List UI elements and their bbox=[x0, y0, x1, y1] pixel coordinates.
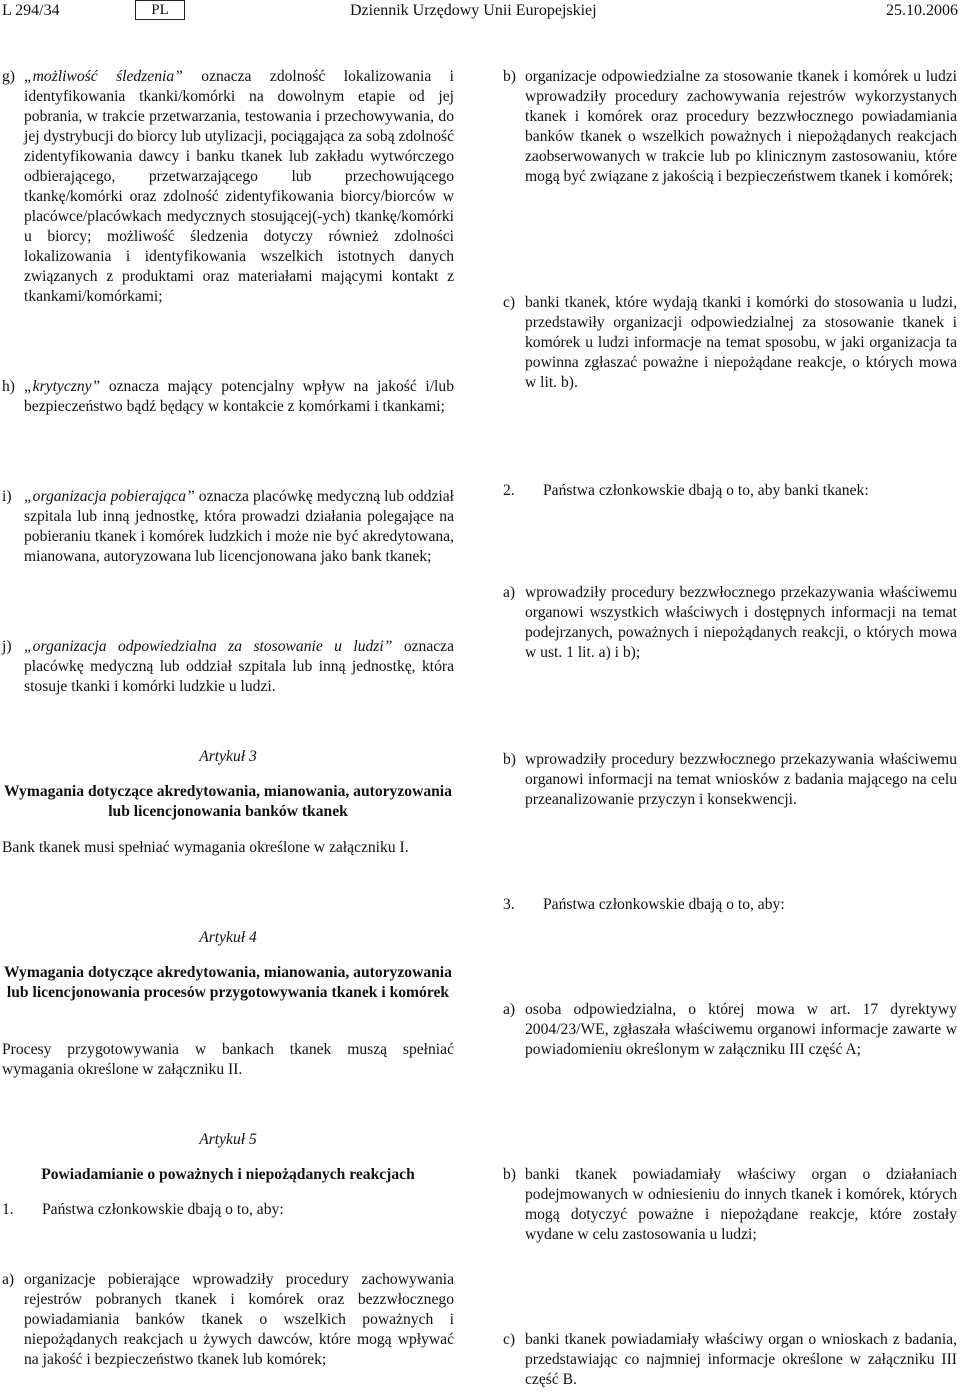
item-label: b) bbox=[503, 751, 516, 768]
defined-term: „organizacja pobierająca” bbox=[24, 488, 195, 505]
article-5-title: Artykuł 5 bbox=[199, 1131, 257, 1148]
paragraph-1-item-b bbox=[503, 67, 957, 187]
defined-term: „krytyczny” bbox=[24, 378, 101, 395]
paragraph-text: Państwa członkowskie dbają o to, aby: bbox=[42, 1201, 284, 1218]
page-reference: L 294/34 bbox=[2, 2, 60, 19]
paragraph-3-item-a bbox=[503, 1000, 957, 1060]
item-text: banki tkanek, które wydają tkanki i komórki do stosowania u ludzi, przedstawiły organizacji odpowiedzialnej za stosowanie tkanek i komórek u ludzi informacje na temat sposobu, w jaki organizacja ta powinna zgłaszać poważne i niepożądane reakcje, o których mowa w lit. b). bbox=[525, 294, 957, 391]
item-label: c) bbox=[503, 294, 516, 311]
article-4-title: Artykuł 4 bbox=[199, 929, 257, 946]
definition-text: oznacza placówkę medyczną lub oddział szpitala lub inną jednostkę, która prowadzi działania polegające na pobieraniu tkanek i komórek ludzkich i może nie być akredytowana, mianowana, autoryzowana lub licencjonowana jako bank tkanek; bbox=[24, 488, 454, 565]
definition-i bbox=[2, 487, 454, 567]
article-4-heading: Wymagania dotyczące akredytowania, mianowania, autoryzowania lub licencjonowania procesów przygotowywania tkanek i komórek bbox=[4, 964, 452, 1001]
article-4-text: Procesy przygotowywania w bankach tkanek muszą spełniać wymagania określone w załączniku II. bbox=[2, 1041, 454, 1078]
item-label: c) bbox=[503, 1331, 516, 1348]
article-3-text: Bank tkanek musi spełniać wymagania określone w załączniku I. bbox=[2, 839, 409, 856]
item-text: banki tkanek powiadamiały właściwy organ o działaniach podejmowanych w odniesieniu do innych tkanek i komórek, których mogą dotyczyć poważne i niepożądane reakcje, które zostały wydane w celu zastosowania u ludzi; bbox=[525, 1166, 957, 1243]
item-label: j) bbox=[2, 638, 12, 655]
paragraph-text: Państwa członkowskie dbają o to, aby banki tkanek: bbox=[543, 482, 869, 499]
paragraph-text: Państwa członkowskie dbają o to, aby: bbox=[543, 896, 785, 913]
paragraph-number: 1. bbox=[2, 1201, 14, 1218]
article-5-paragraph-3 bbox=[503, 895, 957, 915]
item-label: a) bbox=[503, 584, 516, 601]
article-5-paragraph-2 bbox=[503, 481, 957, 501]
article-5-heading: Powiadamianie o poważnych i niepożądanych reakcjach bbox=[41, 1166, 415, 1183]
paragraph-1-item-a bbox=[2, 1270, 454, 1370]
publication-date: 25.10.2006 bbox=[886, 2, 958, 19]
journal-title: Dziennik Urzędowy Unii Europejskiej bbox=[350, 2, 597, 19]
paragraph-1-item-c bbox=[503, 293, 957, 393]
definition-text: oznacza placówkę medyczną lub oddział szpitala lub inną jednostkę, która stosuje tkanki i komórki ludzkie u ludzi. bbox=[24, 638, 455, 695]
definition-g bbox=[2, 67, 454, 307]
definition-text: oznacza mający potencjalny wpływ na jakość i/lub bezpieczeństwo bądź będący w kontakcie z komórkami i tkankami; bbox=[24, 378, 454, 415]
paragraph-3-item-b bbox=[503, 1165, 957, 1245]
item-text: organizacje pobierające wprowadziły procedury zachowywania rejestrów pobranych tkanek i komórek oraz bezzwłocznego powiadamiania banków tkanek o wszelkich poważnych i niepożądanych reakcjach u żywych dawców, które mogą wpływać na jakość i bezpieczeństwo tkanek lub komórek; bbox=[24, 1271, 454, 1368]
item-label: b) bbox=[503, 1166, 516, 1183]
paragraph-number: 2. bbox=[503, 482, 515, 499]
definition-j bbox=[2, 637, 454, 697]
item-text: wprowadziły procedury bezzwłocznego przekazywania właściwemu organowi informacji na temat wniosków z badania mającego na celu przeanalizowanie przyczyn i konsekwencji. bbox=[525, 751, 957, 808]
paragraph-2-item-a bbox=[503, 583, 957, 663]
page-header bbox=[0, 0, 960, 22]
defined-term: „możliwość śledzenia” bbox=[24, 68, 183, 85]
item-label: b) bbox=[503, 68, 516, 85]
article-5-paragraph-1 bbox=[2, 1200, 454, 1220]
article-3-title: Artykuł 3 bbox=[199, 748, 257, 765]
defined-term: „organizacja odpowiedzialna za stosowanie u ludzi” bbox=[24, 638, 393, 655]
item-label: g) bbox=[2, 68, 15, 85]
item-text: osoba odpowiedzialna, o której mowa w art. 17 dyrektywy 2004/23/WE, zgłaszała właściwemu organowi informacje zawarte w powiadomieniu określonym w załączniku III część A; bbox=[525, 1001, 957, 1058]
language-badge: PL bbox=[135, 0, 185, 20]
paragraph-3-item-c bbox=[503, 1330, 957, 1390]
paragraph-number: 3. bbox=[503, 896, 515, 913]
item-text: organizacje odpowiedzialne za stosowanie tkanek i komórek u ludzi wprowadziły procedury zachowywania rejestrów wykorzystanych tkanek i komórek oraz procedury bezzwłocznego powiadamiania banków tkanek o wszelkich poważnych i niepożądanych reakcjach zaobserwowanych w trakcie lub po klinicznym zastosowaniu, które mogą być związane z jakością i bezpieczeństwem tkanek i komórek; bbox=[525, 68, 957, 185]
item-text: wprowadziły procedury bezzwłocznego przekazywania właściwemu organowi wszystkich właściwych i dostępnych informacji na temat podejrzanych, poważnych i niepożądanych reakcji, o których mowa w ust. 1 lit. a) i b); bbox=[525, 584, 957, 661]
article-3-heading: Wymagania dotyczące akredytowania, mianowania, autoryzowania lub licencjonowania banków tkanek bbox=[4, 783, 452, 820]
item-text: banki tkanek powiadamiały właściwy organ o wnioskach z badania, przedstawiając co najmniej informacje określone w załączniku III część B. bbox=[525, 1331, 957, 1388]
item-label: a) bbox=[2, 1271, 15, 1288]
item-label: h) bbox=[2, 378, 15, 395]
paragraph-2-item-b bbox=[503, 750, 957, 810]
item-label: a) bbox=[503, 1001, 516, 1018]
definition-text: oznacza zdolność lokalizowania i identyfikowania tkanki/komórki na dowolnym etapie od jej pobrania, w trakcie przetwarzania, testowania i przechowywania, do jej dystrybucji do biorcy lub utylizacji, pociągająca za sobą zdolność zidentyfikowania dawcy i banku tkanek lub zakładu wytwórczego odbierającego, przetwarzającego lub przechowującego tkankę/komórki oraz zdolność zidentyfikowania biorcy/biorców w placówce/placówkach medycznych stosującej(-ych) tkankę/komórki u biorcy; możliwość śledzenia dotyczy również zdolności lokalizowania i identyfikowania wszelkich istotnych danych związanych z produktami oraz materiałami mającymi kontakt z tkankami/komórkami; bbox=[24, 68, 455, 305]
definition-h bbox=[2, 377, 454, 417]
item-label: i) bbox=[2, 488, 12, 505]
